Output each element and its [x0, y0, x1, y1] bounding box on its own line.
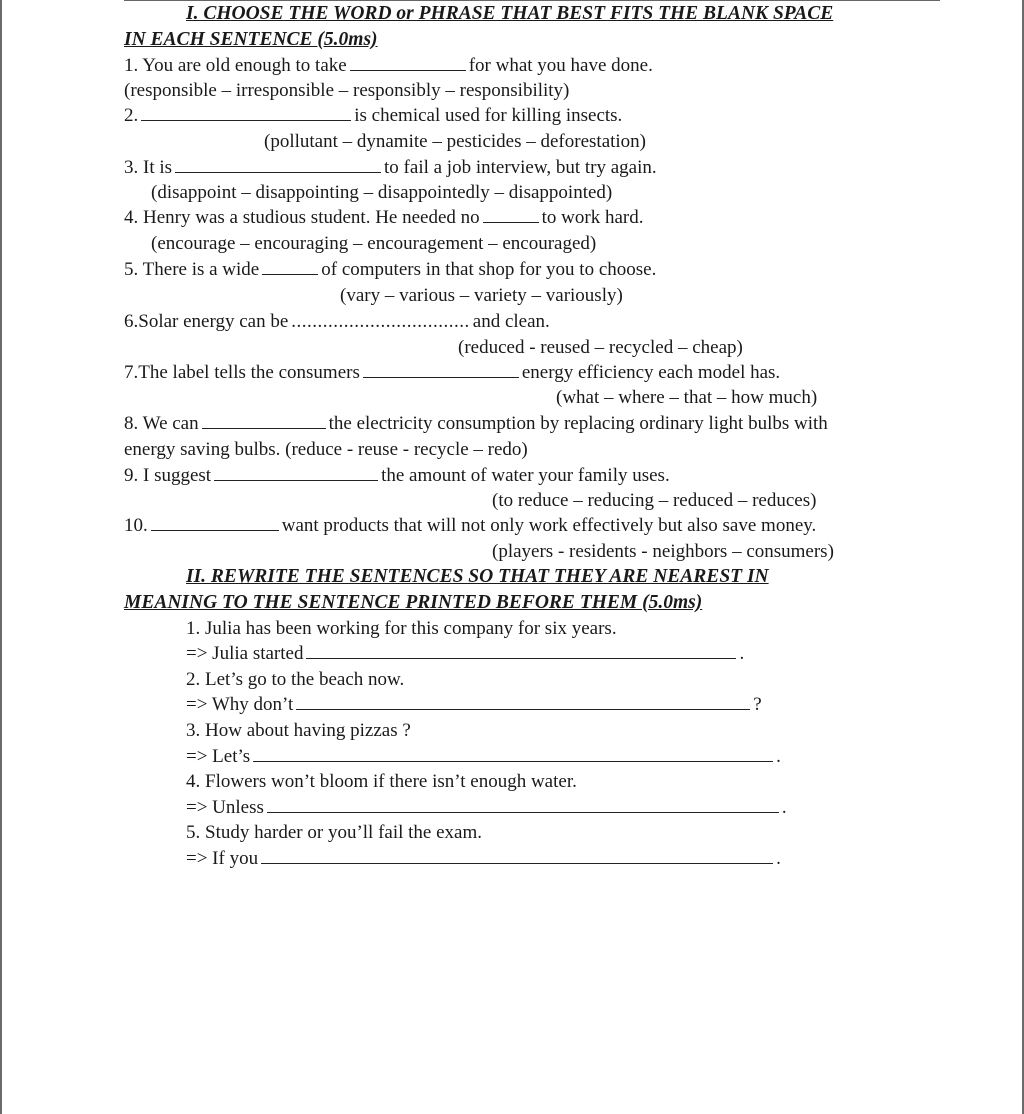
question-5-before: 5. There is a wide [124, 259, 260, 280]
question-9-before: 9. I suggest [124, 465, 212, 486]
rewrite-3-answer [186, 745, 781, 769]
question-7-options: (what – where – that – how much) [556, 387, 818, 408]
question-7-before: 7.The label tells the consumers [124, 362, 360, 383]
question-8-after: the electricity consumption by replacing ordinary light bulbs with [328, 413, 828, 434]
question-3-before: 3. It is [124, 157, 173, 178]
rewrite-4-end: . [781, 797, 787, 818]
question-5-after: of computers in that shop for you to choose. [321, 259, 657, 280]
question-6-options: (reduced - reused – recycled – cheap) [458, 337, 743, 358]
rewrite-5-answer [186, 847, 781, 871]
section2-heading-line2: MEANING TO THE SENTENCE PRINTED BEFORE THEM (5.0ms) [124, 592, 703, 613]
rewrite-3-sentence: 3. How about having pizzas ? [186, 720, 411, 741]
question-7-after: energy efficiency each model has. [521, 362, 781, 383]
question-9 [124, 464, 670, 488]
question-6 [124, 310, 550, 334]
question-2-before: 2. [124, 105, 139, 126]
rewrite-2-answer [186, 693, 762, 717]
question-2-after: is chemical used for killing insects. [354, 105, 623, 126]
question-9-blank[interactable] [214, 464, 378, 481]
rewrite-1-end: . [739, 643, 745, 664]
section1-heading-line2: IN EACH SENTENCE (5.0ms) [124, 29, 378, 50]
question-6-before: 6.Solar energy can be [124, 311, 289, 332]
question-8-blank[interactable] [202, 412, 326, 429]
question-6-blank[interactable]: .................................. [291, 311, 470, 332]
question-4 [124, 206, 644, 230]
question-5-blank[interactable] [262, 258, 318, 275]
rewrite-1-answer [186, 642, 744, 666]
rewrite-1-prompt: => Julia started [186, 643, 304, 664]
rewrite-2-blank[interactable] [296, 693, 750, 710]
rewrite-3-blank[interactable] [253, 745, 773, 762]
question-8 [124, 412, 828, 436]
question-9-after: the amount of water your family uses. [381, 465, 670, 486]
question-10-after: want products that will not only work effectively but also save money. [281, 515, 817, 536]
rewrite-3-end: . [776, 746, 781, 767]
question-7 [124, 361, 780, 385]
rewrite-4-answer [186, 796, 787, 820]
question-10-options: (players - residents - neighbors – consumers) [492, 541, 834, 562]
section2-heading-line1: II. REWRITE THE SENTENCES SO THAT THEY ARE NEAREST IN [186, 566, 769, 587]
question-5 [124, 258, 656, 282]
question-9-options: (to reduce – reducing – reduced – reduces) [492, 490, 817, 511]
question-5-options: (vary – various – variety – variously) [340, 285, 623, 306]
question-3-after: to fail a job interview, but try again. [384, 157, 657, 178]
question-2-options: (pollutant – dynamite – pesticides – deforestation) [264, 131, 647, 152]
question-3 [124, 156, 657, 180]
question-8-before: 8. We can [124, 413, 199, 434]
question-8-continuation: energy saving bulbs. (reduce - reuse - recycle – redo) [124, 439, 528, 460]
section1-heading-line1: I. CHOOSE THE WORD or PHRASE THAT BEST FITS THE BLANK SPACE [186, 3, 834, 24]
question-1-after: for what you have done. [468, 55, 653, 76]
question-7-blank[interactable] [363, 361, 519, 378]
question-10 [124, 514, 816, 538]
rewrite-4-blank[interactable] [267, 796, 779, 813]
question-10-blank[interactable] [151, 514, 279, 531]
question-1-blank[interactable] [350, 54, 466, 71]
rewrite-2-prompt: => Why don’t [186, 694, 294, 715]
question-10-before: 10. [124, 515, 148, 536]
rewrite-5-prompt: => If you [186, 848, 259, 869]
question-1 [124, 54, 653, 78]
question-3-options: (disappoint – disappointing – disappointedly – disappointed) [151, 182, 613, 203]
question-6-after: and clean. [472, 311, 550, 332]
rewrite-5-sentence: 5. Study harder or you’ll fail the exam. [186, 822, 483, 843]
question-4-blank[interactable] [483, 206, 539, 223]
rewrite-2-sentence: 2. Let’s go to the beach now. [186, 669, 405, 690]
question-4-before: 4. Henry was a studious student. He needed no [124, 207, 480, 228]
rewrite-5-blank[interactable] [261, 847, 773, 864]
rewrite-4-prompt: => Unless [186, 797, 264, 818]
question-2-blank[interactable] [141, 104, 351, 121]
question-1-options: (responsible – irresponsible – responsibly – responsibility) [124, 80, 570, 101]
rewrite-5-end: . [776, 848, 781, 869]
rewrite-3-prompt: => Let’s [186, 746, 251, 767]
rewrite-1-sentence: 1. Julia has been working for this company for six years. [186, 618, 617, 639]
rewrite-4-sentence: 4. Flowers won’t bloom if there isn’t enough water. [186, 771, 577, 792]
question-4-after: to work hard. [541, 207, 644, 228]
question-1-before: 1. You are old enough to take [124, 55, 347, 76]
rewrite-2-end: ? [753, 694, 762, 715]
question-2 [124, 104, 622, 128]
rewrite-1-blank[interactable] [306, 642, 736, 659]
top-rule [124, 0, 940, 1]
question-4-options: (encourage – encouraging – encouragement – encouraged) [151, 233, 597, 254]
question-3-blank[interactable] [175, 156, 381, 173]
